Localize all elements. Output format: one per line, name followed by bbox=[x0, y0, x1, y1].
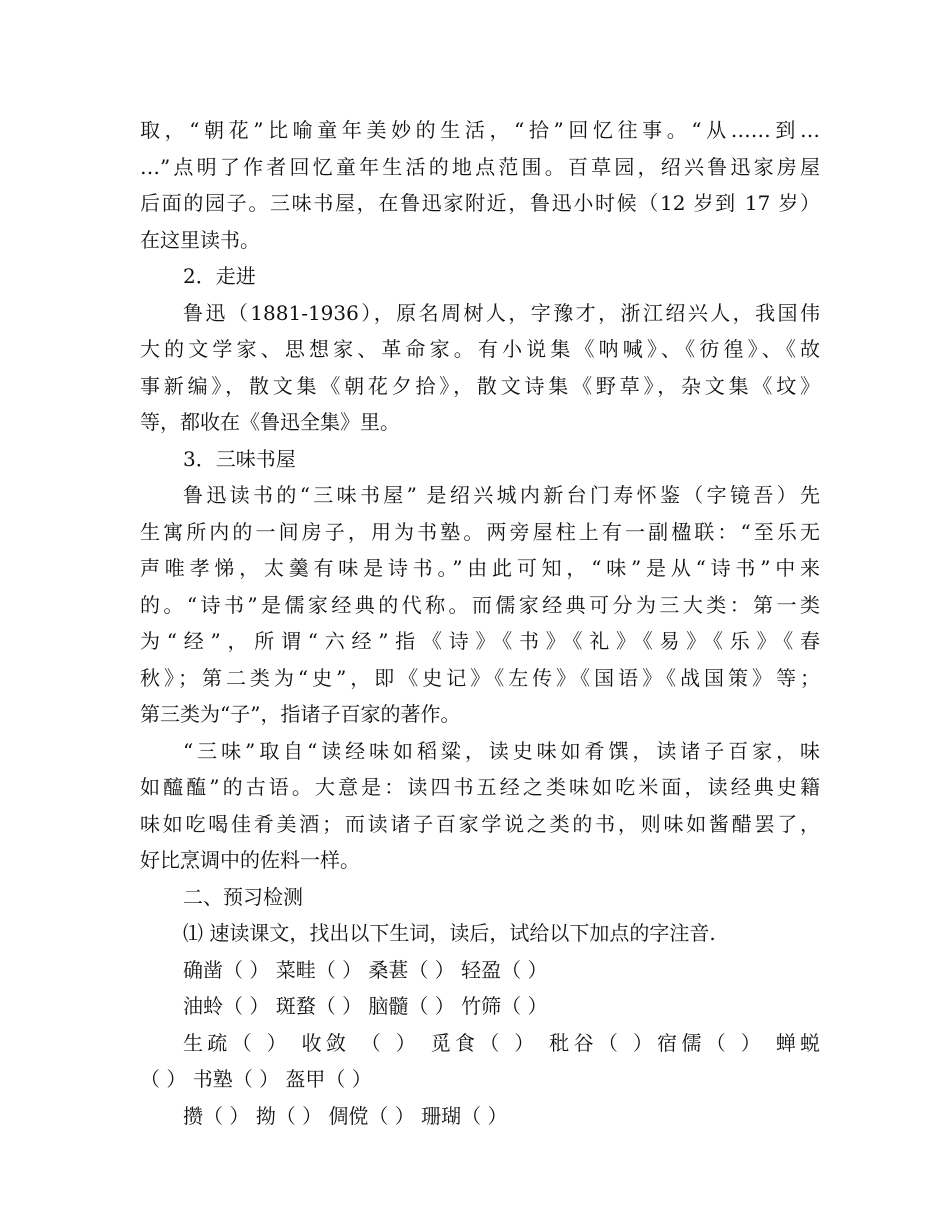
text-line: 生疏（ ） 收敛 （ ） 觅食（ ） 秕谷（ ）宿儒（ ） 蝉蜕 bbox=[183, 1030, 820, 1055]
text-line: 确凿（ ） 菜畦（ ） 桑葚（ ） 轻盈（ ） bbox=[183, 957, 548, 982]
text-line: 油蛉（ ） 斑蝥（ ） 脑髓（ ） 竹筛（ ） bbox=[183, 994, 548, 1018]
text-line: 大的文学家、思想家、革命家。有小说集《呐喊》、《彷徨》、《故 bbox=[140, 337, 820, 361]
text-line: 生寓所内的一间房子，用为书塾。两旁屋柱上有一副楹联：“至乐无 bbox=[140, 519, 820, 544]
text-line: 鲁迅读书的“三味书屋” 是绍兴城内新台门寿怀鉴（字镜吾）先 bbox=[183, 483, 820, 507]
text-line: 第三类为“子”，指诸子百家的著作。 bbox=[140, 702, 461, 726]
text-line: 在这里读书。 bbox=[140, 227, 260, 252]
text-line: ⑴ 速读课文，找出以下生词，读后，试给以下加点的字注音. bbox=[183, 921, 716, 945]
text-line: 好比烹调中的佐料一样。 bbox=[140, 848, 360, 872]
text-line: 声唯孝悌，太羹有味是诗书。”由此可知，“味”是从“诗书”中来 bbox=[140, 556, 820, 580]
text-line: 事新编》，散文集《朝花夕拾》，散文诗集《野草》，杂文集《坟》 bbox=[140, 373, 820, 398]
text-line: 鲁迅（1881-1936），原名周树人，字豫才，浙江绍兴人，我国伟 bbox=[183, 300, 820, 325]
text-line: 取，“朝花”比喻童年美妙的生活，“拾”回忆往事。“从……到… bbox=[140, 118, 820, 142]
text-line: …”点明了作者回忆童年生活的地点范围。百草园，绍兴鲁迅家房屋 bbox=[140, 154, 820, 179]
text-line: 等，都收在《鲁迅全集》里。 bbox=[140, 410, 400, 434]
text-line: 3．三味书屋 bbox=[183, 446, 296, 471]
text-line: 后面的园子。三味书屋，在鲁迅家附近，鲁迅小时候（12 岁到 17 岁） bbox=[140, 191, 820, 215]
text-line: 如醯醢”的古语。大意是：读四书五经之类味如吃米面，读经典史籍 bbox=[140, 775, 820, 799]
text-line: “三味”取自“读经味如稻粱，读史味如肴馔，读诸子百家，味 bbox=[183, 738, 820, 763]
text-line: 秋》；第二类为“史”，即《史记》《左传》《国语》《战国策》等； bbox=[140, 665, 820, 690]
document-body bbox=[140, 112, 820, 1134]
text-line: 为“经”，所谓“六经”指《诗》《书》《礼》《易》《乐》《春 bbox=[140, 629, 820, 653]
text-line: 2．走进 bbox=[183, 264, 256, 288]
text-line: 攒（ ） 拗（ ） 倜傥（ ） 珊瑚（ ） bbox=[183, 1103, 508, 1128]
text-line: （ ） 书塾（ ） 盔甲（ ） bbox=[140, 1067, 372, 1091]
text-line: 的。“诗书”是儒家经典的代称。而儒家经典可分为三大类：第一类 bbox=[140, 592, 820, 617]
text-line: 二、预习检测 bbox=[183, 884, 303, 909]
text-line: 味如吃喝佳肴美酒；而读诸子百家学说之类的书，则味如酱醋罢了， bbox=[140, 811, 820, 836]
